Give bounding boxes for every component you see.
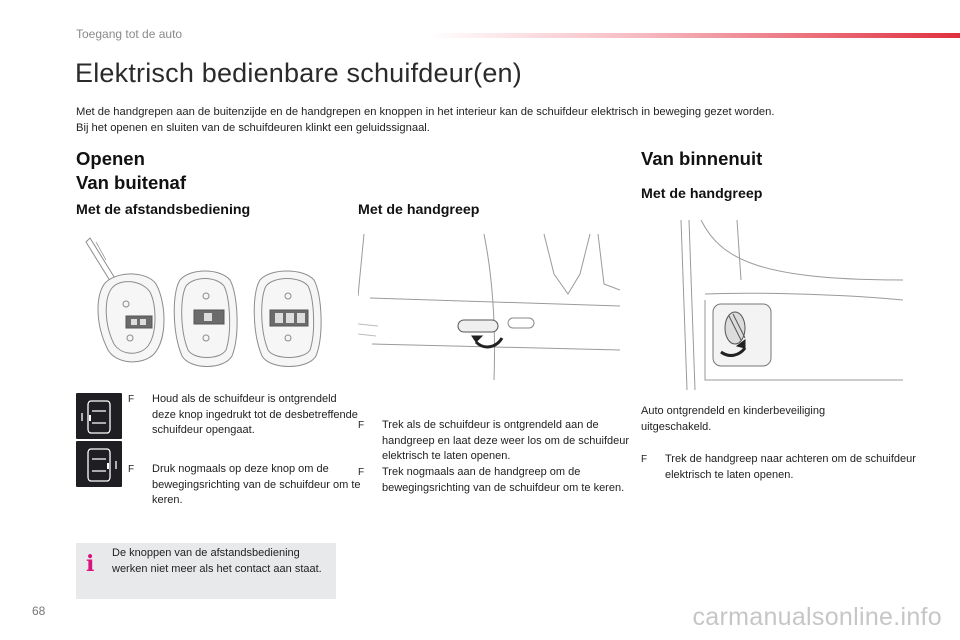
heading-van-binnenuit: Van binnenuit xyxy=(641,148,763,169)
bullet-marker: F xyxy=(128,394,135,405)
intro-line-2: Bij het openen en sluiten van de schuifdeuren klinkt een geluidssignaal. xyxy=(76,122,430,134)
handle-item-2 xyxy=(358,465,644,496)
inside-item-1 xyxy=(641,452,927,483)
inside-item-1-text: Trek de handgreep naar achteren om de schuifdeur elektrisch te laten openen. xyxy=(665,453,916,481)
heading-handle-outside: Met de handgreep xyxy=(358,202,480,218)
outside-handle-illustration xyxy=(358,234,620,380)
remote-item-1 xyxy=(128,392,365,439)
intro-text xyxy=(76,104,876,136)
intro-line-1: Met de handgrepen aan de buitenzijde en de handgrepen en knoppen in het interieur kan de schuifdeur elektrisch in beweging gezet worden. xyxy=(76,106,775,118)
bullet-marker: F xyxy=(358,420,365,431)
handle-item-2-text: Trek nogmaals aan de handgreep om de bewegingsrichting van de schuifdeur om te keren. xyxy=(382,466,625,494)
remote-item-1-text: Houd als de schuifdeur is ontgrendeld deze knop ingedrukt tot de desbetreffende schuifdeur opengaat. xyxy=(152,393,358,436)
header-accent-bar xyxy=(430,33,960,38)
heading-van-buitenaf: Van buitenaf xyxy=(76,172,186,193)
remote-item-2 xyxy=(128,462,365,509)
heading-openen: Openen xyxy=(76,148,145,169)
remote-item-2-text: Druk nogmaals op deze knop om de bewegingsrichting van de schuifdeur om te keren. xyxy=(152,463,361,506)
bullet-marker: F xyxy=(128,464,135,475)
handle-item-1 xyxy=(358,418,644,465)
bullet-marker: F xyxy=(358,467,365,478)
heading-remote: Met de afstandsbediening xyxy=(76,202,251,218)
info-box xyxy=(76,543,336,599)
sliding-door-left-button-icon xyxy=(76,393,122,439)
section-label: Toegang tot de auto xyxy=(76,27,183,41)
remote-keys-illustration xyxy=(76,232,336,382)
bullet-marker: F xyxy=(641,454,648,465)
watermark: carmanualsonline.info xyxy=(692,603,942,631)
page-title: Elektrisch bedienbare schuifdeur(en) xyxy=(75,58,522,88)
inside-handle-illustration xyxy=(641,220,903,390)
sliding-door-right-button-icon xyxy=(76,441,122,487)
handle-item-1-text: Trek als de schuifdeur is ontgrendeld aan de handgreep en laat deze weer los om de schuifdeur elektrisch te laten openen. xyxy=(382,419,630,462)
info-text: De knoppen van de afstandsbediening werken niet meer als het contact aan staat. xyxy=(112,547,322,575)
heading-handle-inside: Met de handgreep xyxy=(641,186,763,202)
info-icon: i xyxy=(86,551,95,577)
page-number: 68 xyxy=(32,604,46,618)
inside-note: Auto ontgrendeld en kinderbeveiliging uitgeschakeld. xyxy=(641,405,826,433)
